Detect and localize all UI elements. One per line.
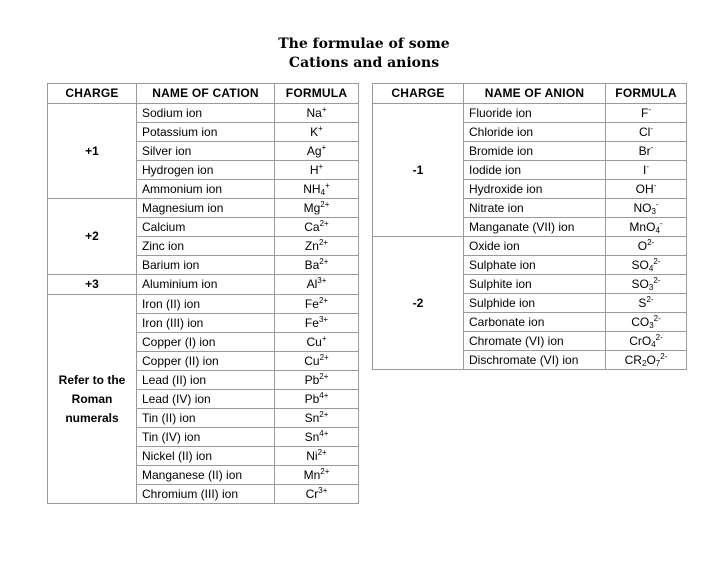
cations-table [47, 83, 359, 504]
table-row [373, 104, 687, 123]
cations-name-cell: Ammonium ion [137, 180, 275, 199]
cations-name-cell: Sodium ion [137, 104, 275, 123]
formula-part: 2+ [319, 256, 329, 266]
formula-part: Sn [304, 429, 320, 444]
anions-name-cell: Fluoride ion [464, 104, 606, 123]
formula-part: 2- [655, 332, 663, 342]
anions-name-cell: Bromide ion [464, 142, 606, 161]
cations-name-cell: Manganese (II) ion [137, 466, 275, 485]
formula-part: + [321, 142, 327, 152]
anions-charge-header: CHARGE [373, 84, 464, 104]
anions-name-cell: Carbonate ion [464, 313, 606, 332]
cations-formula-cell [275, 314, 359, 333]
formula-part: 2+ [317, 447, 327, 457]
formula-part: Cu [306, 334, 322, 349]
anions-body [373, 104, 687, 370]
formula-part: 4 [651, 339, 656, 349]
formula-part: Al [306, 277, 318, 291]
anions-formula-cell [606, 237, 687, 256]
cations-formula-cell [275, 447, 359, 466]
cations-name-cell: Tin (IV) ion [137, 428, 275, 447]
formula-part: CR [624, 352, 642, 367]
formula-part: 7 [655, 358, 661, 368]
formula-part: Cr [305, 486, 319, 501]
formula-part: 2- [653, 275, 661, 285]
formula-part: NO [633, 200, 652, 215]
formula-part: 3+ [317, 276, 327, 285]
cations-name-cell: Hydrogen ion [137, 161, 275, 180]
anions-table [372, 83, 687, 370]
formula-part: 2+ [320, 466, 330, 476]
anions-formula-cell [606, 275, 687, 294]
cations-formula-cell [275, 237, 359, 256]
formula-part: + [318, 161, 324, 171]
formula-part: - [646, 161, 649, 171]
formula-part: 2+ [318, 237, 329, 247]
formula-part: 4+ [319, 428, 329, 438]
title-line-1: The formulae of some [278, 36, 450, 52]
cations-charge-cell: +1 [48, 104, 137, 199]
cations-formula-cell [275, 409, 359, 428]
cations-name-cell: Chromium (III) ion [137, 485, 275, 504]
anions-formula-cell [606, 332, 687, 351]
formula-part: CrO [629, 333, 652, 348]
formula-part: SO [631, 257, 649, 272]
formula-part: - [650, 142, 654, 152]
cations-name-cell: Zinc ion [137, 237, 275, 256]
formula-part: 2+ [319, 409, 329, 419]
cations-name-cell: Lead (II) ion [137, 371, 275, 390]
formula-part: 2 [641, 358, 647, 368]
cations-name-cell: Aluminium ion [137, 275, 275, 295]
cations-name-cell: Potassium ion [137, 123, 275, 142]
anions-name-cell: Oxide ion [464, 237, 606, 256]
formula-part: 3+ [318, 485, 328, 495]
anions-name-cell: Sulphate ion [464, 256, 606, 275]
cations-name-cell: Barium ion [137, 256, 275, 275]
formula-part: Na [306, 105, 322, 120]
cations-formula-cell [275, 352, 359, 371]
formula-part: Ba [304, 257, 320, 272]
anions-formula-cell [606, 142, 687, 161]
cations-body [48, 104, 359, 504]
formula-part: NH [303, 181, 321, 196]
cations-name-cell: Iron (III) ion [137, 314, 275, 333]
cations-formula-cell [275, 104, 359, 123]
formula-part: CO [631, 314, 650, 329]
formula-part: - [653, 180, 657, 190]
formula-part: 2- [646, 294, 654, 304]
table-row [48, 275, 359, 295]
cations-formula-cell [275, 218, 359, 237]
formula-part: Zn [304, 238, 319, 253]
formula-part: 3 [649, 320, 654, 330]
formula-part: 2- [653, 313, 661, 323]
cations-name-header: NAME OF CATION [137, 84, 275, 104]
cations-name-cell: Copper (II) ion [137, 352, 275, 371]
table-row [48, 199, 359, 218]
formula-part: Br [638, 143, 651, 158]
formula-part: Pb [304, 372, 320, 387]
formula-part: 2- [647, 237, 655, 247]
formula-part: 2+ [319, 352, 329, 362]
cations-formula-cell [275, 371, 359, 390]
cations-formula-cell [275, 199, 359, 218]
formula-part: OH [635, 181, 654, 196]
cations-formula-cell [275, 275, 359, 295]
anions-formula-cell [606, 351, 687, 370]
formula-part: 3 [651, 206, 656, 216]
formula-part: + [325, 180, 330, 190]
formula-part: Ni [306, 448, 318, 463]
cations-formula-cell [275, 485, 359, 504]
formula-part: - [659, 218, 663, 228]
formula-part: + [318, 123, 323, 133]
formula-part: - [648, 104, 651, 114]
formula-part: K [310, 124, 319, 139]
document-title [0, 35, 728, 73]
formula-part: F [640, 105, 649, 120]
formula-part: O [637, 238, 648, 253]
cations-name-cell: Iron (II) ion [137, 295, 275, 314]
cations-charge-cell: +3 [48, 275, 137, 295]
cations-name-cell: Calcium [137, 218, 275, 237]
formula-part: 2- [653, 256, 661, 266]
anions-formula-cell [606, 123, 687, 142]
formula-part: 3 [648, 282, 654, 292]
cations-name-cell: Nickel (II) ion [137, 447, 275, 466]
cations-formula-header: FORMULA [275, 84, 359, 104]
cations-name-cell: Magnesium ion [137, 199, 275, 218]
anions-charge-cell: -2 [373, 237, 464, 370]
title-line-2: Cations and anions [288, 55, 440, 71]
formula-part: Mn [303, 467, 321, 482]
formula-part: SO [631, 276, 649, 291]
cations-charge-cell: Refer to the Roman numerals [48, 295, 137, 504]
cations-formula-cell [275, 161, 359, 180]
cations-formula-cell [275, 142, 359, 161]
formula-part: Fe [304, 315, 319, 330]
anions-formula-cell [606, 256, 687, 275]
cations-formula-cell [275, 466, 359, 485]
cations-formula-cell [275, 428, 359, 447]
formula-part: 3+ [318, 314, 329, 324]
formula-part: Cu [304, 353, 320, 368]
cations-charge-cell: +2 [48, 199, 137, 275]
formula-part: H [309, 162, 319, 177]
formula-part: Ca [304, 219, 320, 234]
cations-name-cell: Silver ion [137, 142, 275, 161]
formula-part: + [321, 104, 327, 114]
cations-formula-cell [275, 390, 359, 409]
formula-part: 2+ [320, 199, 330, 209]
formula-part: Pb [304, 391, 320, 406]
formula-part: 2+ [319, 218, 329, 228]
anions-name-header: NAME OF ANION [464, 84, 606, 104]
anions-name-cell: Dischromate (VI) ion [464, 351, 606, 370]
formula-part: - [650, 123, 653, 133]
formula-part: 4+ [319, 390, 329, 400]
anions-formula-header: FORMULA [606, 84, 687, 104]
cations-header-row [48, 84, 359, 104]
formula-part: Sn [304, 410, 320, 425]
formula-part: + [321, 333, 327, 343]
anions-formula-cell [606, 161, 687, 180]
anions-formula-cell [606, 104, 687, 123]
formula-part: Fe [304, 296, 319, 311]
cations-name-cell: Copper (I) ion [137, 333, 275, 352]
anions-formula-cell [606, 199, 687, 218]
cations-name-cell: Tin (II) ion [137, 409, 275, 428]
table-row [373, 237, 687, 256]
anions-name-cell: Nitrate ion [464, 199, 606, 218]
formula-part: 4 [655, 225, 660, 235]
anions-name-cell: Manganate (VII) ion [464, 218, 606, 237]
table-row [48, 295, 359, 314]
formula-part: S [638, 295, 647, 310]
cations-formula-cell [275, 333, 359, 352]
cations-formula-cell [275, 295, 359, 314]
anions-header-row [373, 84, 687, 104]
formula-part: Mg [303, 200, 321, 215]
cations-formula-cell [275, 123, 359, 142]
formula-part: 2+ [319, 371, 329, 381]
anions-charge-cell: -1 [373, 104, 464, 237]
formula-part: Ag [306, 143, 322, 158]
anions-formula-cell [606, 218, 687, 237]
anions-formula-cell [606, 313, 687, 332]
formula-part: 2- [660, 351, 668, 361]
anions-name-cell: Chloride ion [464, 123, 606, 142]
formula-part: - [655, 199, 659, 209]
cations-formula-cell [275, 256, 359, 275]
anions-name-cell: Chromate (VI) ion [464, 332, 606, 351]
formula-part: I [642, 162, 647, 177]
anions-name-cell: Sulphide ion [464, 294, 606, 313]
cations-charge-header: CHARGE [48, 84, 137, 104]
formula-part: 4 [320, 187, 326, 197]
formula-part: Cl [638, 124, 651, 139]
anions-formula-cell [606, 180, 687, 199]
anions-name-cell: Iodide ion [464, 161, 606, 180]
cations-formula-cell [275, 180, 359, 199]
table-row [48, 104, 359, 123]
anions-formula-cell [606, 294, 687, 313]
cations-name-cell: Lead (IV) ion [137, 390, 275, 409]
formula-part: 4 [648, 263, 654, 273]
formula-part: 2+ [318, 295, 329, 305]
anions-name-cell: Hydroxide ion [464, 180, 606, 199]
formula-part: O [646, 352, 656, 367]
formula-part: MnO [629, 219, 656, 234]
anions-name-cell: Sulphite ion [464, 275, 606, 294]
